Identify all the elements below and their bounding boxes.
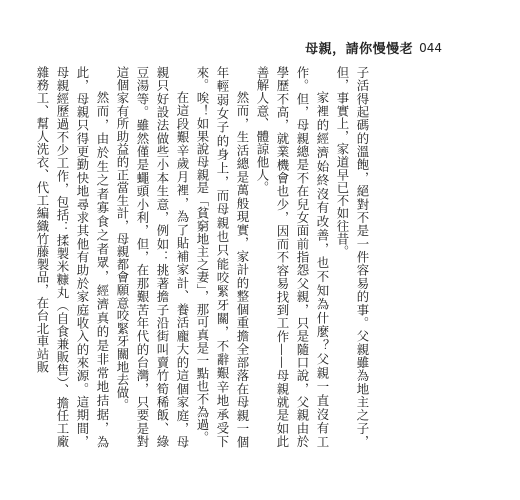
page-number: 044 bbox=[419, 40, 442, 55]
paragraph: 然而，由於生之者寡食之者眾，經濟真的是非常地拮据，為此，母親只得更勤快地尋求其他有助於家庭收入的來源。這期間，母親經歷過不少工作，包括：揉製米糠丸（自食兼販售）、擔任工廠雜務工、幫人洗衣、代工編織竹藤製品，在台北車站販 bbox=[35, 66, 110, 448]
paragraph: 子活得起碼的溫飽，絕對不是一件容易的事。父親雖為地主之子，但，事實上，家道早已不如往昔。 bbox=[335, 66, 370, 448]
paragraph: 家裡的經濟始終沒有改善，也不知為什麼？父親一直沒有工作。但，母親總是不在兒女面前指怨父親，只是隨口說，父親由於學歷不高，就業機會也少，因而不容易找到工作——母親就是如此善解人意、體諒他人。 bbox=[255, 66, 330, 448]
vertical-text-body bbox=[32, 66, 372, 448]
paragraph: 然而，生活總是萬般現實，家計的整個重擔全部落在母親一個年輕弱女子的身上，而母親也只能咬緊牙關，不辭艱辛地承受下來。唉！如果說母親是「貧窮地主之妻」，那可真是一點也不為過。 bbox=[195, 66, 250, 448]
paragraph: 在這段艱辛歲月裡，為了貼補家計、養活龐大的這個家庭，母親只好設法做些小本生意，例如：挑著擔子沿街叫賣竹筍稀飯、綠豆湯等。雖然僅是蠅頭小利，但，在那艱苦年代的台灣，只要是對這個家有所助益的正當生計，母親都會願意咬緊牙關地去做。 bbox=[115, 66, 190, 448]
book-title: 母親，請你慢慢老 bbox=[305, 42, 414, 57]
running-header bbox=[305, 38, 442, 57]
